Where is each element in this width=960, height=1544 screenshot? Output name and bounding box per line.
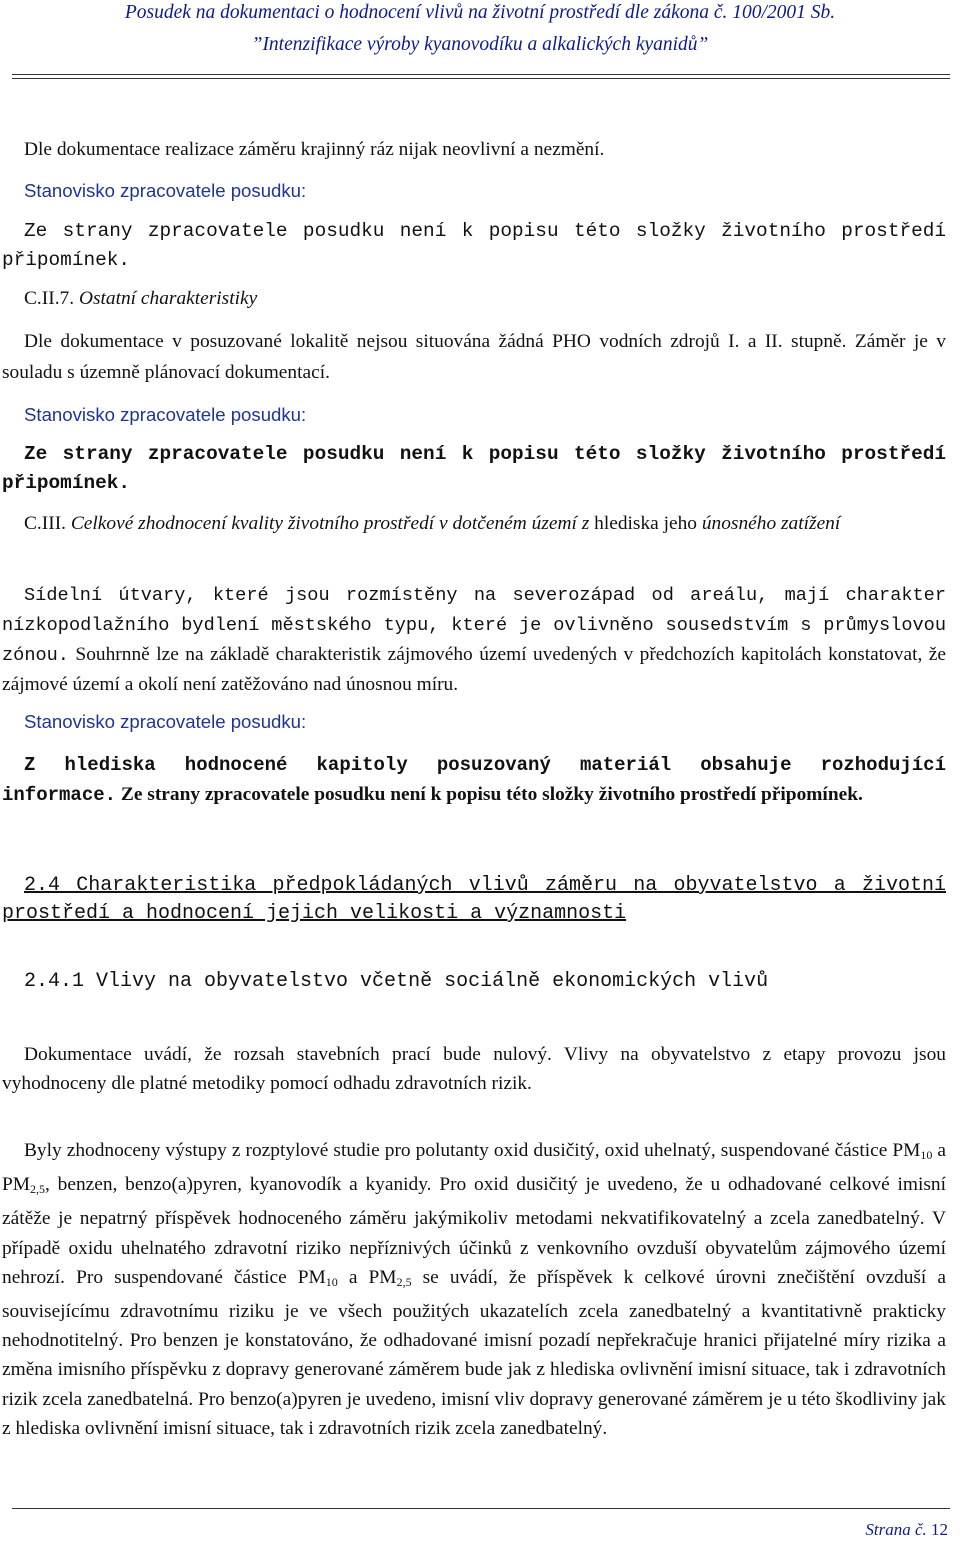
section-heading-c3 xyxy=(2,509,946,539)
settlements-text: Sídelní útvary, které jsou rozmístěny na severozápad od areálu, mají charakter nízkopodlažního bydlení městského typu, které je ovlivněno sousedstvím s průmyslovou zónou. xyxy=(2,585,946,666)
paragraph-evaluation xyxy=(2,1136,946,1443)
eval-text-3: V případě oxidu uhelnatého zdravotní riziko nepříznivých účinků z venkovního ovzduší obyvatelům zájmového území nehrozí. xyxy=(2,1208,947,1288)
section-title-a: Celkové zhodnocení kvality životního prostředí v dotčeném území z xyxy=(70,513,590,534)
section-title-c: únosného zatížení xyxy=(701,513,841,534)
section-number: C.II.7. xyxy=(24,288,75,309)
stanovisko-label-3: Stanovisko zpracovatele posudku: xyxy=(24,711,307,732)
pm10-subscript-2: 10 xyxy=(325,1274,338,1289)
footer-rule xyxy=(12,1508,950,1509)
eval-text-4-mid: a PM xyxy=(337,1266,397,1288)
paragraph-no-comments-1: Ze strany zpracovatele posudku není k popisu této složky životního prostředí připomínek. xyxy=(2,220,946,271)
header-rule xyxy=(12,74,950,75)
section-heading-2-4: 2.4 Charakteristika předpokládaných vlivů záměru na obyvatelstvo a životní prostředí a hodnocení jejich velikosti a významnosti xyxy=(2,874,946,925)
section-number: C.III. xyxy=(24,513,67,534)
header-document-title: Posudek na dokumentaci o hodnocení vlivů na životní prostředí dle zákona č. 100/2001 Sb. xyxy=(124,2,836,23)
paragraph-conclusion xyxy=(2,750,946,810)
eval-text-6: Pro benzo(a)pyren je uvedeno, imisní vliv dopravy generované záměrem je u této škodliviny jak z hlediska ovlivnění imisní situace, tak i zdravotních rizik zcela zanedbatelný. xyxy=(2,1388,946,1439)
paragraph-documentation xyxy=(2,1040,946,1098)
page-value: 12 xyxy=(931,1520,948,1539)
section-title-b: hlediska jeho xyxy=(594,513,697,534)
page-number xyxy=(865,1520,948,1540)
eval-text-4: Pro suspendované částice PM xyxy=(76,1266,326,1288)
conclusion-mono: Z hlediska hodnocené kapitoly posuzovaný materiál obsahuje rozhodující informace. xyxy=(2,754,946,806)
eval-text-1: Byly zhodnoceny výstupy z rozptylové studie pro polutanty oxid dusičitý, oxid uhelnatý, suspendované částice PM xyxy=(24,1140,921,1161)
pm25-subscript-2: 2,5 xyxy=(396,1274,412,1289)
conclusion-serif: Ze strany zpracovatele posudku není k popisu této složky životního prostředí připomínek. xyxy=(120,784,863,805)
stanovisko-label-2: Stanovisko zpracovatele posudku: xyxy=(24,404,307,425)
section-heading-2-4-1: 2.4.1 Vlivy na obyvatelstvo včetně sociálně ekonomických vlivů xyxy=(24,970,769,993)
header-rule-double xyxy=(12,78,950,79)
paragraph-landscape: Dle dokumentace realizace záměru krajinný ráz nijak neovlivní a nezmění. xyxy=(24,139,605,160)
pho-text: Dle dokumentace v posuzované lokalitě nejsou situována žádná PHO vodních zdrojů I. a II. stupně. xyxy=(24,331,847,352)
eval-text-5: Pro benzen je konstatováno, že odhadované imisní pozadí nepřekračuje hranici přijatelné míry rizika a změna imisního příspěvku z dopravy generované záměrem bude jak z hlediska ovlivnění imisní situace, tak i zdravotních rizik zcela zanedbatelná. xyxy=(2,1330,946,1410)
section-heading-c2-7 xyxy=(24,284,960,313)
eval-text-1-mid: a PM xyxy=(2,1140,946,1196)
header-project-title: ”Intenzifikace výroby kyanovodíku a alkalických kyanidů” xyxy=(251,34,709,55)
stanovisko-label-1: Stanovisko zpracovatele posudku: xyxy=(24,180,307,201)
planning-text: Záměr je v souladu s územně plánovací dokumentací. xyxy=(2,331,946,383)
paragraph-settlements xyxy=(2,580,946,699)
eval-text-4-end: se uvádí, že příspěvek k celkové úrovni znečištění ovzduší a souvisejícímu zdravotnímu riziku je ve všech použitých ukazatelích zcela zanedbatelný a kvantitativně prakticky nehodnotitelný. xyxy=(2,1266,946,1352)
doc-text-2: Vlivy na obyvatelstvo z etapy provozu jsou vyhodnoceny dle platné metodiky pomocí odhadu zdravotních rizik. xyxy=(2,1044,946,1094)
eval-text-2: Pro oxid dusičitý je uvedeno, že u odhadované celkové imisní zátěže je nepatrný příspěvek hodnoceného záměru jakýmikoliv metodami nekvatifikovatelný a zcela zanedbatelný. xyxy=(2,1174,946,1230)
summary-text: Souhrnně lze na základě charakteristik zájmového území uvedených v předchozích kapitolách konstatovat, že zájmové území a okolí není zatěžováno nad únosnou míru. xyxy=(2,644,946,695)
eval-text-1-end: , benzen, benzo(a)pyren, kyanovodík a kyanidy. xyxy=(45,1174,432,1196)
section-title: Ostatní charakteristiky xyxy=(78,288,258,309)
pm10-subscript: 10 xyxy=(920,1148,933,1162)
paragraph-no-comments-2: Ze strany zpracovatele posudku není k popisu této složky životního prostředí připomínek. xyxy=(2,443,946,494)
doc-text-1: Dokumentace uvádí, že rozsah stavebních prací bude nulový. xyxy=(24,1044,552,1065)
pm25-subscript: 2,5 xyxy=(30,1182,46,1197)
page-label: Strana č. xyxy=(865,1520,927,1539)
paragraph-pho xyxy=(2,326,946,388)
